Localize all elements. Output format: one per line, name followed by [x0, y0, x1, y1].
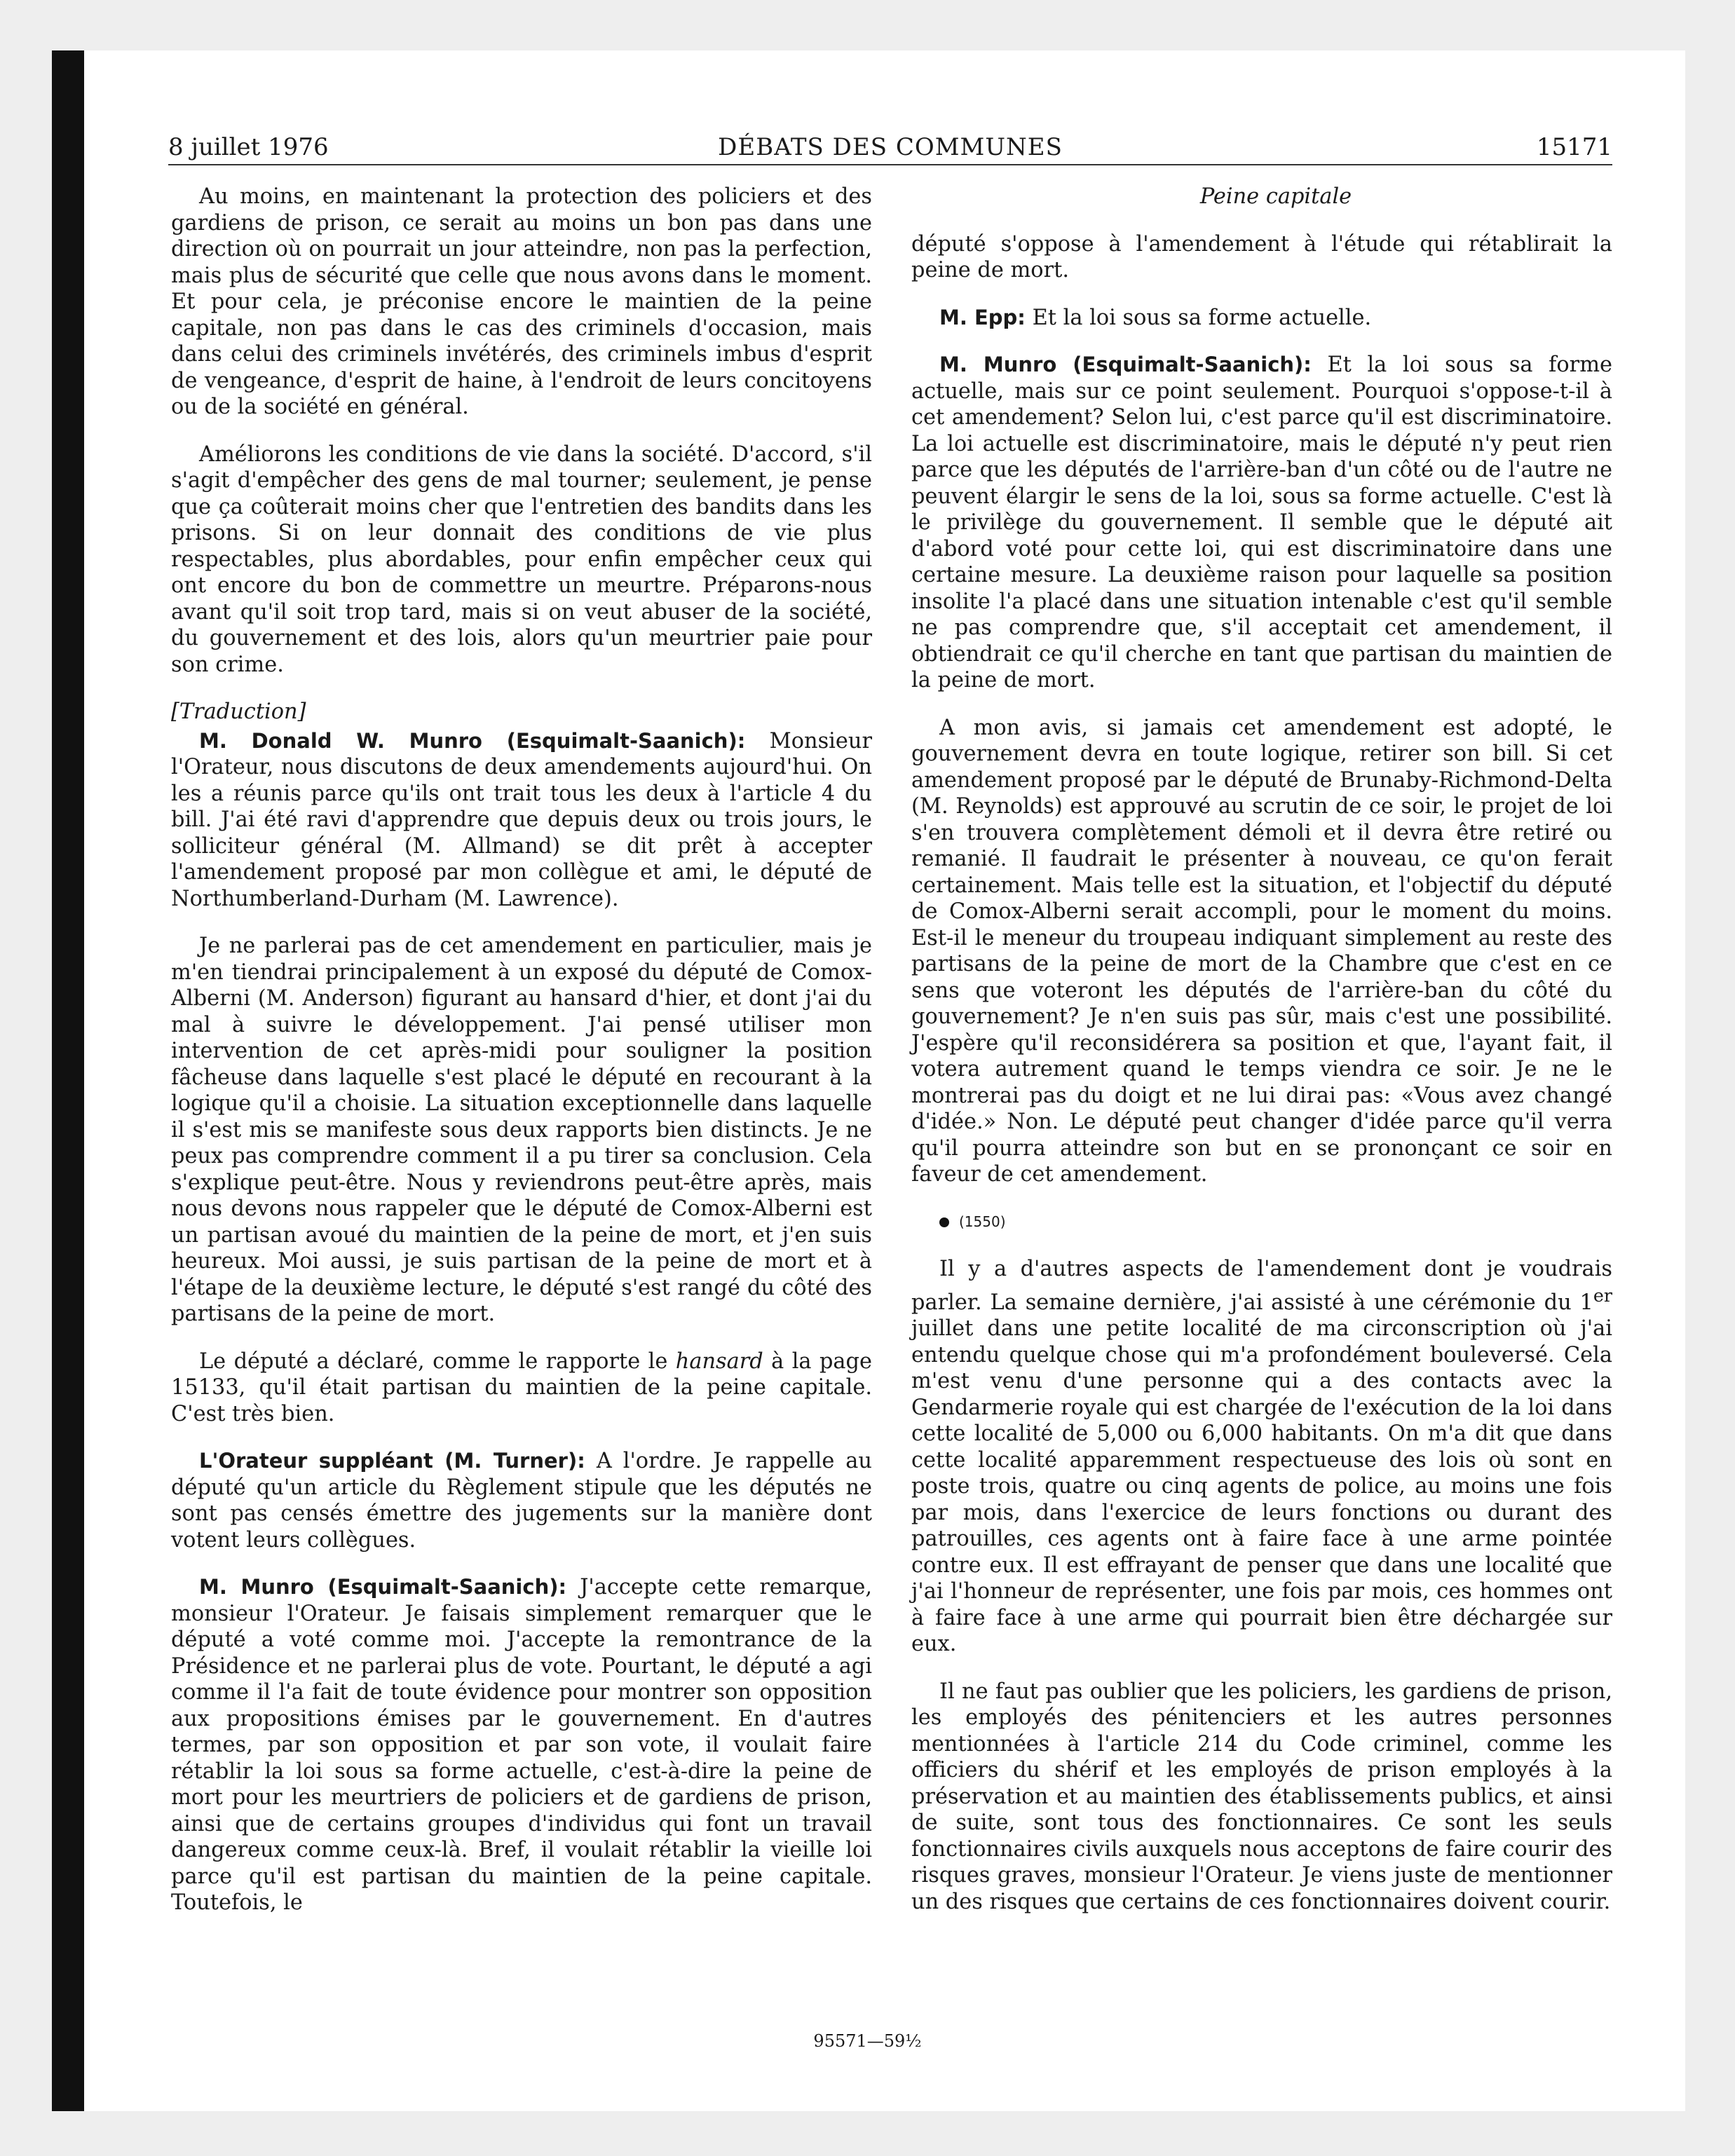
header-page-number: 15171	[1536, 133, 1612, 161]
speech-text: A l'ordre. Je rappelle au député qu'un article du Règlement stipule que les députés ne sont pas censés émettre des jugements sur la manière dont votent leurs collègues.	[171, 1449, 872, 1553]
running-header	[168, 133, 1612, 165]
speech-text: Et la loi sous sa forme actuelle, mais sur ce point seulement. Pourquoi s'oppose-t-il à cet amendement? Selon lui, c'est parce qu'il est discriminatoire. La loi actuelle est discriminatoire, mais le député n'y peut rien parce que les députés de l'arrière-ban d'un côté ou de l'autre ne peuvent élargir le sens de la loi, sous sa forme actuelle. C'est là le privilège du gouvernement. Il semble que le député ait d'abord voté pour cette loi, qui est discriminatoire dans une certaine mesure. La deuxième raison pour laquelle sa position insolite l'a placé dans une situation intenable c'est qu'il semble ne pas comprendre que, s'il acceptait cet amendement, il obtiendrait ce qu'il cherche en tant que partisan du maintien de la peine de mort.	[911, 353, 1612, 692]
paragraph	[911, 1256, 1612, 1658]
paragraph: député s'oppose à l'amendement à l'étude qui rétablirait la peine de mort.	[911, 231, 1612, 282]
paragraph	[171, 1349, 872, 1428]
translation-note: [Traduction]	[171, 700, 306, 724]
header-date: 8 juillet 1976	[168, 133, 329, 161]
left-column	[171, 184, 872, 1937]
paragraph: Améliorons les conditions de vie dans la société. D'accord, s'il s'agit d'empêcher des gens de mal tourner; seulement, je pense que ça coûterait moins cher que l'entretien des bandits dans les prisons. Si on leur donnait des conditions de vie plus respectables, plus abordables, pour enfin empêcher ceux qui ont encore du bon de commettre un meurtre. Préparons-nous avant qu'il soit trop tard, mais si on veut abuser de la société, du gouvernement et des lois, alors qu'un meurtrier paie pour son crime.	[171, 442, 872, 677]
text-run: Le député a déclaré, comme le rapporte le	[199, 1349, 676, 1374]
speaker-name: M. Munro (Esquimalt-Saanich):	[199, 1575, 567, 1599]
header-title: DÉBATS DES COMMUNES	[718, 133, 1063, 161]
speech-paragraph	[171, 1448, 872, 1553]
speaker-name: M. Donald W. Munro (Esquimalt-Saanich):	[199, 728, 746, 753]
speech-text: Monsieur l'Orateur, nous discutons de deux amendements aujourd'hui. On les a réunis parce qu'ils ont trait tous les deux à l'article 4 du bill. J'ai été ravi d'apprendre que depuis deux ou trois jours, le solliciteur général (M. Allmand) se dit prêt à accepter l'amendement proposé par mon collègue et ami, le député de Northumberland-Durham (M. Lawrence).	[171, 728, 872, 911]
speaker-name: L'Orateur suppléant (M. Turner):	[199, 1449, 585, 1473]
time-marker	[911, 1209, 1612, 1236]
binding-edge	[52, 50, 84, 2111]
speech-text: Et la loi sous sa forme actuelle.	[1025, 305, 1372, 330]
speech-paragraph	[171, 1574, 872, 1916]
speech-text: J'accepte cette remarque, monsieur l'Orateur. Je faisais simplement remarquer que le député a voté comme moi. J'accepte la remontrance de la Présidence et ne parlerai plus de vote. Pourtant, le député a agi comme il l'a fait de toute évidence pour montrer son opposition aux propositions émises par le gouvernement. En d'autres termes, par son opposition et par son vote, il voulait faire rétablir la loi sous sa forme actuelle, c'est-à-dire la peine de mort pour les meurtriers de policiers et de gardiens de prison, ainsi que de certains groupes d'individus qui font un travail dangereux comme ceux-là. Bref, il voulait rétablir la vieille loi parce qu'il est partisan du maintien de la peine capitale. Toutefois, le	[171, 1575, 872, 1915]
bullet-icon	[939, 1217, 949, 1227]
speaker-name: M. Epp:	[939, 305, 1026, 329]
paragraph: Au moins, en maintenant la protection des policiers et des gardiens de prison, ce serait au moins un bon pas dans une direction où on pourrait un jour atteindre, non pas la perfection, mais plus de sécurité que celle que nous avons dans le moment. Et pour cela, je préconise encore le maintien de la peine capitale, non pas dans le cas des criminels d'occasion, mais dans celui des criminels invétérés, des criminels imbus d'esprit de vengeance, d'esprit de haine, à l'endroit de leurs concitoyens ou de la société en général.	[171, 184, 872, 419]
speech-paragraph	[171, 728, 872, 913]
section-title: Peine capitale	[1199, 184, 1352, 209]
speech-paragraph	[911, 352, 1612, 694]
speaker-name: M. Munro (Esquimalt-Saanich):	[939, 353, 1312, 376]
paragraph: Je ne parlerai pas de cet amendement en particulier, mais je m'en tiendrai principalement à un exposé du député de Comox-Alberni (M. Anderson) figurant au hansard d'hier, et dont j'ai du mal à suivre le développement. J'ai pensé utiliser mon intervention de cet après-midi pour souligner la position fâcheuse dans laquelle s'est placé le député en recourant à la logique qu'il a choisie. La situation exceptionnelle dans laquelle il s'est mis se manifeste sous deux rapports bien distincts. Je ne peux pas comprendre comment il a pu tirer sa conclusion. Cela s'explique peut-être. Nous y reviendrons peut-être après, mais nous devons nous rappeler que le député de Comox-Alberni est un partisan avoué du maintien de la peine de mort, et j'en suis heureux. Moi aussi, je suis partisan de la peine de mort et à l'étape de la deuxième lecture, le député s'est rangé du côté des partisans de la peine de mort.	[171, 934, 872, 1326]
time-marker-text: (1550)	[959, 1213, 1006, 1230]
paragraph: A mon avis, si jamais cet amendement est adopté, le gouvernement devra en toute logique, retirer son bill. Si cet amendement proposé par le député de Brunaby-Richmond-Delta (M. Reynolds) est approuvé au scrutin de ce soir, le projet de loi s'en trouvera complètement démoli et il devra être retiré ou remanié. Il faudrait le présenter à nouveau, ce qu'on ferait certainement. Mais telle est la situation, et l'objectif du député de Comox-Alberni serait accompli, pour le moment du moins. Est-il le meneur du troupeau indiquant simplement au reste des partisans de la peine de mort de la Chambre que c'est en ce sens que voteront les députés de l'arrière-ban du côté du gouvernement? Je n'en suis pas sûr, mais c'est une possibilité. J'espère qu'il reconsidérera sa position et que, l'ayant fait, il votera autrement quand le temps viendra ce soir. Je ne le montrerai pas du doigt et ne lui dirai pas: «Vous avez changé d'idée.» Non. Le député peut changer d'idée parce qu'il verra qu'il pourra atteindre son but en se prononçant ce soir en faveur de cet amendement.	[911, 715, 1612, 1187]
paragraph: Il ne faut pas oublier que les policiers, les gardiens de prison, les employés des pénitenciers et les autres personnes mentionnées à l'article 214 du Code criminel, comme les officiers du shérif et les employés de prison employés à la préservation et au maintien des établissements publics, et ainsi de suite, sont tous des fonctionnaires. Ce sont les seuls fonctionnaires civils auxquels nous acceptons de faire courir des risques graves, monsieur l'Orateur. Je viens juste de mentionner un des risques que certains de ces fonctionnaires doivent courir.	[911, 1679, 1612, 1914]
text-run: à la page 15133, qu'il était partisan du maintien de la peine capitale. C'est très bien.	[171, 1349, 872, 1426]
text-run: Il y a d'autres aspects de l'amendement dont je voudrais parler. La semaine dernière, j'ai assisté à une cérémonie du 1	[911, 1257, 1612, 1315]
speech-paragraph	[911, 305, 1612, 332]
hansard-italic: hansard	[675, 1349, 763, 1374]
right-column	[911, 184, 1612, 1936]
text-run: juillet dans une petite localité de ma circonscription où j'ai entendu quelque chose qui m'a profondément bouleversé. Cela m'est venu d'une personne qui a des contacts avec la Gendarmerie royale qui est chargée de l'exécution de la loi dans cette localité de 5,000 ou 6,000 habitants. On m'a dit que dans cette localité apparemment respectueuse des lois où sont en poste trois, quatre ou cinq agents de police, au moins une fois par mois, dans l'exercice de leurs fonctions ou durant des patrouilles, ces agents ont à faire face à une arme pointée contre eux. Il est effrayant de penser que dans une localité que j'ai l'honneur de représenter, une fois par mois, ces hommes ont à faire face à une arme qui pourrait bien être déchargée sur eux.	[911, 1316, 1612, 1657]
superscript: er	[1593, 1284, 1612, 1306]
footer-code: 95571—59½	[813, 2031, 922, 2051]
